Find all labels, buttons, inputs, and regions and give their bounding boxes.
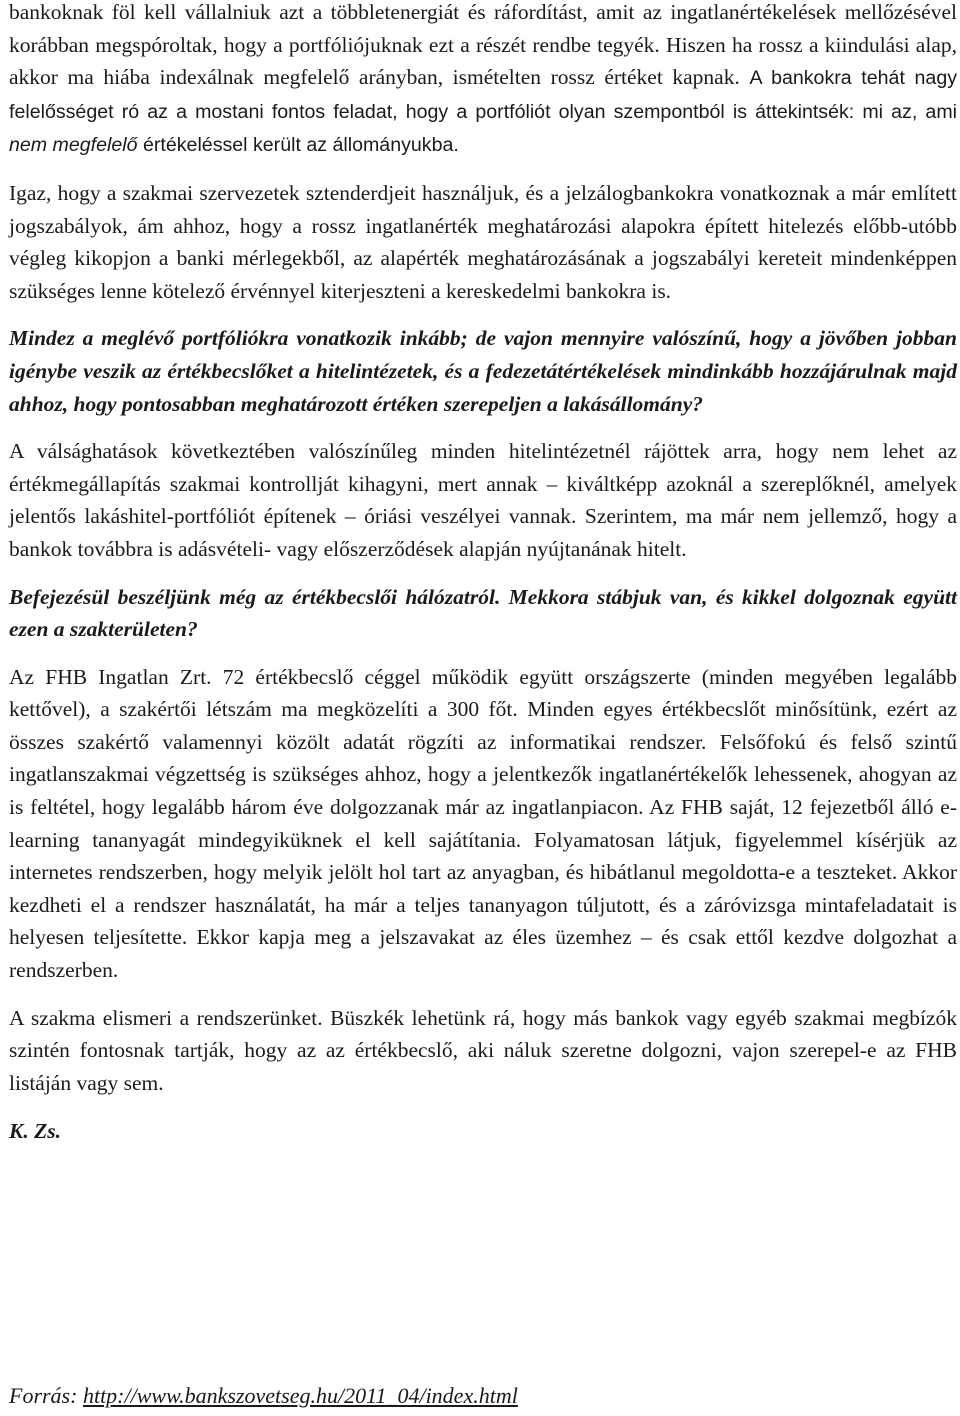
paragraph-1 (9, 0, 957, 162)
paragraph-1-sans-end: értékeléssel került az állományukba. (142, 134, 459, 157)
article-body (9, 0, 957, 1148)
paragraph-1-text: bankoknak föl kell vállalniuk azt a többletenergiát és ráfordítást, amit az ingatlanértékelések mellőzésével korábban megspóroltak, hogy a portfóliójuknak ezt a részét rendbe tegyék. Hiszen ha rossz a kiindulási alap, akkor ma hiába indexálnak megfelelő arányban, ismételten rossz értéket kapnak. (9, 0, 957, 90)
interview-question-1: Mindez a meglévő portfóliókra vonatkozik inkább; de vajon mennyire valószínű, hogy a jövőben jobban igénybe veszik az értékbecslőket a hitelintézetek, és a fedezetátértékelések mindinkább hozzájárulnak majd ahhoz, hogy pontosabban meghatározott értéken szerepeljen a lakásállomány? (9, 326, 957, 416)
author-signature: K. Zs. (9, 1119, 61, 1144)
source-link[interactable]: http://www.bankszovetseg.hu/2011_04/index.html (82, 1383, 518, 1408)
paragraph-3: A válsághatások következtében valószínűleg minden hitelintézetnél rájöttek arra, hogy nem lehet az értékmegállapítás szakmai kontrollját kihagyni, mert annak – kiváltképp azoknál a szereplőknél, amelyek jelentős lakáshitel-portfóliót építenek – óriási veszélyei vannak. Szerintem, ma már nem jellemző, hogy a bankok továbbra is adásvételi- vagy előszerződések alapján nyújtanának hitelt. (9, 439, 957, 561)
paragraph-5: A szakma elismeri a rendszerünket. Büszkék lehetünk rá, hogy más bankok vagy egyéb szakmai megbízók szintén fontosnak tartják, hogy az az értékbecslő, aki náluk szeretne dolgozni, vajon szerepel-e az FHB listáján vagy sem. (9, 1005, 957, 1095)
source-line (9, 1380, 518, 1412)
interview-question-2: Befejezésül beszéljünk még az értékbecslői hálózatról. Mekkora stábjuk van, és kikkel dolgoznak együtt ezen a szakterületen? (9, 584, 957, 642)
source-label: Forrás: (9, 1383, 78, 1408)
paragraph-4: Az FHB Ingatlan Zrt. 72 értékbecslő céggel működik együtt országszerte (minden megyében legalább kettővel), a szakértői létszám ma megközelíti a 300 főt. Minden egyes értékbecslőt minősítünk, ezért az összes szakértő valamennyi közölt adatát rögzíti az informatikai rendszer. Felsőfokú és felső szintű ingatlanszakmai végzettség is szükséges ahhoz, hogy a jelentkezők ingatlanértékelők lehessenek, ahogyan az is feltétel, hogy legalább három éve dolgozzanak már az ingatlanpiacon. Az FHB saját, 12 fejezetből álló e-learning tananyagát mindegyiküknek el kell sajátítania. Folyamatosan látjuk, figyelemmel kísérjük az internetes rendszerben, hogy melyik jelölt hol tart az anyagban, és hibátlanul megoldotta-e a teszteket. Akkor kezdheti el a rendszer használatát, ha már a teljes tananyagon túljutott, és a záróvizsga mintafeladatait is helyesen teljesítette. Ekkor kapja meg a jelszavakat az éles üzemhez – és csak ettől kezdve dolgozhat a rendszerben. (9, 664, 957, 983)
paragraph-1-emphasis: nem megfelelő (9, 134, 138, 157)
paragraph-1-sans-text: A bankokra tehát nagy felelősséget ró az a mostani fontos feladat, hogy a portfóliót olyan szempontból is áttekintsék: mi az, ami (9, 67, 958, 123)
paragraph-2: Igaz, hogy a szakmai szervezetek sztenderdjeit használjuk, és a jelzálogbankokra vonatkoznak a már említett jogszabályok, ám ahhoz, hogy a rossz ingatlanérték meghatározási alapokra épített hitelezés előbb-utóbb végleg kikopjon a banki mérlegekből, az alapérték meghatározásának a jogszabályi kereteit mindenképpen szükséges lenne kötelező érvénnyel kiterjeszteni a kereskedelmi bankokra is. (9, 180, 957, 303)
